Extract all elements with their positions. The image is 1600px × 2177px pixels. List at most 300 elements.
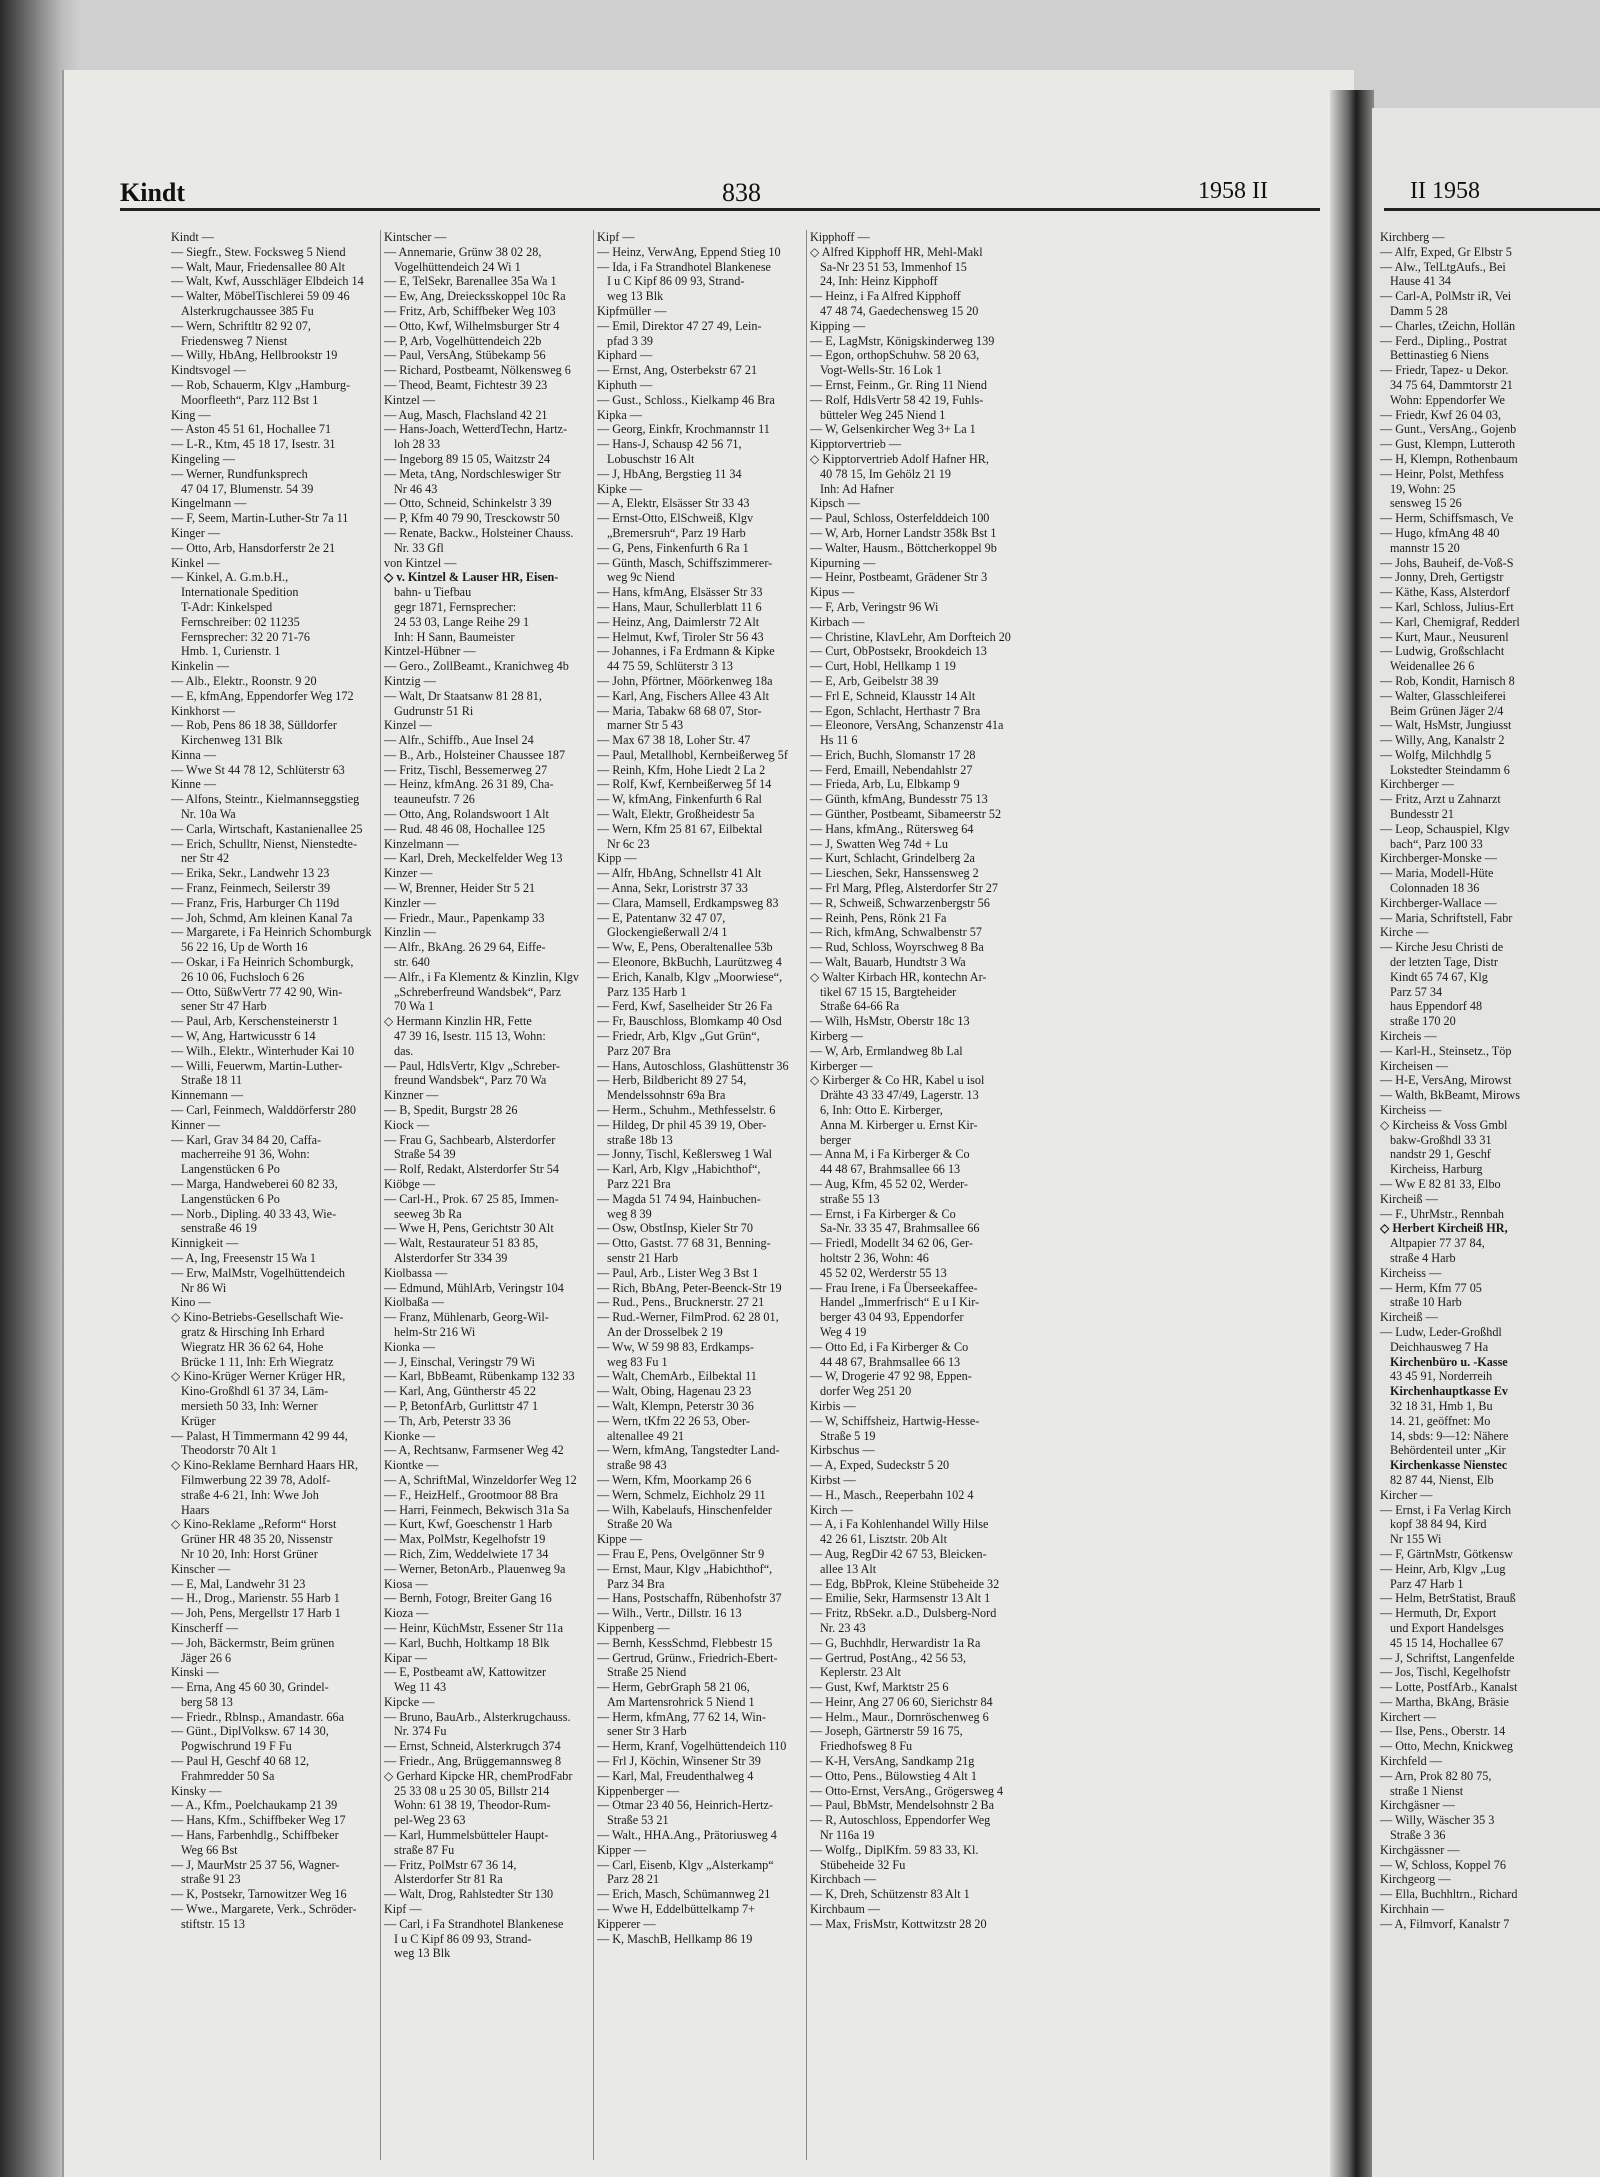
- directory-entry-line: — Rud.-Werner, FilmProd. 62 28 01,: [597, 1310, 779, 1325]
- directory-entry-line: — Frau E, Pens, Ovelgönner Str 9: [597, 1546, 765, 1561]
- directory-entry-line: — Wwe St 44 78 12, Schlüterstr 63: [171, 762, 345, 777]
- directory-entry-line: helm-Str 216 Wi: [394, 1324, 476, 1339]
- directory-entry-line: „Bremersruh“, Parz 19 Harb: [607, 525, 746, 540]
- directory-entry-line: berger: [820, 1132, 851, 1147]
- directory-entry-line: — Wilh., Elektr., Winterhuder Kai 10: [171, 1043, 355, 1058]
- directory-entry-line: Kinne —: [171, 777, 217, 792]
- directory-entry-line: — Wwe H, Eddelbüttelkamp 7+: [597, 1902, 755, 1917]
- directory-entry-line: — Fritz, Arzt u Zahnarzt: [1380, 792, 1501, 807]
- directory-entry-line: Hmb. 1, Curienstr. 1: [181, 644, 281, 659]
- directory-entry-line: Kippe —: [597, 1532, 643, 1547]
- directory-entry-line: Vogelhüttendeich 24 Wi 1: [394, 259, 521, 274]
- directory-entry-line: — Carl, i Fa Strandhotel Blankenese: [384, 1916, 564, 1931]
- directory-entry-line: ◇ Kino-Reklame „Reform“ Horst: [171, 1517, 337, 1532]
- directory-entry-line: — Fr, Bauschloss, Blomkamp 40 Osd: [597, 1014, 782, 1029]
- directory-entry-line: — E, Postbeamt aW, Kattowitzer: [384, 1665, 547, 1680]
- directory-entry-line: — Friedr., Ang, Brüggemannsweg 8: [384, 1754, 562, 1769]
- directory-entry-line: — Kirche Jesu Christi de: [1380, 940, 1504, 955]
- directory-entry-line: — K, MaschB, Hellkamp 86 19: [597, 1931, 753, 1946]
- directory-entry-line: — Walth, BkBeamt, Mirows: [1380, 1088, 1520, 1103]
- directory-entry-line: — Bernh, KessSchmd, Flebbestr 15: [597, 1635, 773, 1650]
- directory-entry-line: Weg 11 43: [394, 1680, 447, 1695]
- directory-entry-line: Parz 47 Harb 1: [1390, 1576, 1464, 1591]
- directory-entry-line: — Jonny, Dreh, Gertigstr: [1380, 570, 1504, 585]
- directory-entry-line: Handel „Immerfrisch“ E u I Kir-: [820, 1295, 980, 1310]
- directory-entry-line: 25 33 08 u 25 30 05, Billstr 214: [394, 1783, 550, 1798]
- directory-entry-line: — Walt, Maur, Friedensallee 80 Alt: [171, 259, 345, 274]
- directory-entry-line: straße 98 43: [607, 1458, 667, 1473]
- directory-entry-line: Kippenberg —: [597, 1620, 670, 1635]
- directory-entry-line: — B., Arb., Holsteiner Chaussee 187: [384, 747, 566, 762]
- directory-entry-line: — Hugo, kfmAng 48 40: [1380, 525, 1500, 540]
- directory-entry-line: I u C Kipf 86 09 93, Strand-: [607, 274, 745, 289]
- directory-entry-line: — Günth, kfmAng, Bundesstr 75 13: [810, 792, 988, 807]
- directory-entry-line: Kircheiß —: [1380, 1310, 1438, 1325]
- directory-entry-line: Kinzlin —: [384, 925, 436, 940]
- directory-entry-line: 19, Wohn: 25: [1390, 481, 1456, 496]
- directory-entry-line: — Carl, Feinmech, Walddörferstr 280: [171, 1103, 356, 1118]
- directory-entry-line: — Carl, Eisenb, Klgv „Alsterkamp“: [597, 1857, 774, 1872]
- directory-entry-line: senstraße 46 19: [181, 1221, 257, 1236]
- directory-entry-line: Kirchbach —: [810, 1872, 876, 1887]
- directory-entry-line: — Alfr, Exped, Gr Elbstr 5: [1380, 244, 1512, 259]
- directory-entry-line: Behördenteil unter „Kir: [1390, 1443, 1506, 1458]
- directory-entry-line: Kircheisen —: [1380, 1058, 1449, 1073]
- directory-entry-line: — Leop, Schauspiel, Klgv: [1380, 821, 1510, 836]
- directory-entry-line: Kinzner —: [384, 1088, 439, 1103]
- directory-entry-line: straße 18b 13: [607, 1132, 673, 1147]
- directory-entry-line: — Hans, Farbenhdlg., Schiffbeker: [171, 1828, 339, 1843]
- directory-entry-line: — Friedr, Kwf 26 04 03,: [1380, 407, 1502, 422]
- directory-entry-line: nandstr 29 1, Geschf: [1390, 1147, 1491, 1162]
- directory-entry-line: Bundesstr 21: [1390, 807, 1454, 822]
- directory-entry-line: — B, Spedit, Burgstr 28 26: [384, 1103, 518, 1118]
- directory-entry-line: — P, Kfm 40 79 90, Tresckowstr 50: [384, 511, 560, 526]
- directory-entry-line: — Lieschen, Sekr, Hanssensweg 2: [810, 866, 979, 881]
- directory-entry-line: — Karl, Ang, Güntherstr 45 22: [384, 1384, 536, 1399]
- header-rule-right: [1384, 208, 1600, 211]
- directory-entry-line: — Johs, Bauheif, de-Voß-S: [1380, 555, 1514, 570]
- directory-entry-line: — Paul, Schloss, Osterfelddeich 100: [810, 511, 990, 526]
- directory-entry-line: Parz 34 Bra: [607, 1576, 665, 1591]
- directory-entry-line: — Ernst, Schneid, Alsterkrugch 374: [384, 1739, 561, 1754]
- directory-entry-line: — Th, Arb, Peterstr 33 36: [384, 1413, 511, 1428]
- directory-entry-line: — Annemarie, Grünw 38 02 28,: [384, 244, 542, 259]
- directory-entry-line: — Paul, VersAng, Stübekamp 56: [384, 348, 546, 363]
- directory-entry-line: — W, Brenner, Heider Str 5 21: [384, 881, 536, 896]
- directory-entry-line: — Gertrud, Grünw., Friedrich-Ebert-: [597, 1650, 778, 1665]
- directory-entry-line: — Curt, ObPostsekr, Brookdeich 13: [810, 644, 987, 659]
- directory-entry-line: 14, sbds: 9—12: Nähere: [1390, 1428, 1509, 1443]
- directory-entry-line: — Wwe H, Pens, Gerichtstr 30 Alt: [384, 1221, 554, 1236]
- directory-entry-line: — Heinr, Postbeamt, Grädener Str 3: [810, 570, 988, 585]
- directory-entry-line: — Otto, Gastst. 77 68 31, Benning-: [597, 1236, 771, 1251]
- directory-entry-line: Kinzelmann —: [384, 836, 459, 851]
- directory-entry-line: — P, BetonfArb, Gurlittstr 47 1: [384, 1398, 539, 1413]
- directory-entry-line: — Alb., Elektr., Roonstr. 9 20: [171, 673, 317, 688]
- directory-entry-line: — Heinr, Arb, Klgv „Lug: [1380, 1561, 1506, 1576]
- directory-entry-line: — Joh, Schmd, Am kleinen Kanal 7a: [171, 910, 353, 925]
- directory-entry-line: 24, Inh: Heinz Kipphoff: [820, 274, 938, 289]
- directory-entry-line: Kinzer —: [384, 866, 433, 881]
- directory-entry-line: ◇ Kirberger & Co HR, Kabel u isol: [810, 1073, 985, 1088]
- directory-entry-line: — A, Exped, Sudeckstr 5 20: [810, 1458, 950, 1473]
- directory-entry-line: — Otto, Mechn, Knickweg: [1380, 1739, 1514, 1754]
- directory-entry-line: — Herm, Kfm 77 05: [1380, 1280, 1482, 1295]
- directory-entry-line: teauneufstr. 7 26: [394, 792, 475, 807]
- directory-entry-line: Kircheiss, Harburg: [1390, 1162, 1483, 1177]
- directory-entry-line: — J, HbAng, Bergstieg 11 34: [597, 466, 742, 481]
- directory-entry-line: — J, Swatten Weg 74d + Lu: [810, 836, 949, 851]
- directory-entry-line: Kipus —: [810, 585, 855, 600]
- directory-entry-line: weg 9c Niend: [607, 570, 675, 585]
- directory-entry-line: straße 91 23: [181, 1872, 241, 1887]
- directory-entry-line: — Otto, Arb, Hansdorferstr 2e 21: [171, 540, 336, 555]
- directory-entry-line: Friedhofsweg 8 Fu: [820, 1739, 913, 1754]
- directory-entry-line: — Walt, Dr Staatsanw 81 28 81,: [384, 688, 542, 703]
- directory-column-5: [1380, 230, 1600, 2160]
- directory-entry-line: Kirberg —: [810, 1029, 863, 1044]
- directory-entry-line: Straße 64-66 Ra: [820, 999, 900, 1014]
- directory-entry-line: Kipurning —: [810, 555, 876, 570]
- directory-entry-line: — Ingeborg 89 15 05, Waitzstr 24: [384, 451, 551, 466]
- directory-entry-line: — Friedr., Maur., Papenkamp 33: [384, 910, 545, 925]
- directory-entry-line: — Karl, BbBeamt, Rübenkamp 132 33: [384, 1369, 575, 1384]
- directory-entry-line: — Aug, Masch, Flachsland 42 21: [384, 407, 548, 422]
- directory-entry-line: — Franz, Fris, Harburger Ch 119d: [171, 895, 340, 910]
- directory-entry-line: 26 10 06, Fuchsloch 6 26: [181, 969, 305, 984]
- directory-entry-line: — Meta, tAng, Nordschleswiger Str: [384, 466, 561, 481]
- directory-entry-line: Inh: H Sann, Baumeister: [394, 629, 515, 644]
- directory-entry-line: 45 15 14, Hochallee 67: [1390, 1635, 1504, 1650]
- directory-entry-line: — J, MaurMstr 25 37 56, Wagner-: [171, 1857, 340, 1872]
- directory-entry-line: weg 8 39: [607, 1206, 652, 1221]
- directory-entry-line: — Hermuth, Dr, Export: [1380, 1606, 1497, 1621]
- directory-entry-line: Kintscher —: [384, 230, 447, 244]
- directory-entry-line: Parz 57 34: [1390, 984, 1443, 999]
- directory-entry-line: — F, GärtnMstr, Götkensw: [1380, 1546, 1513, 1561]
- directory-entry-line: — Palast, H Timmermann 42 99 44,: [171, 1428, 348, 1443]
- directory-entry-line: Kindt —: [171, 230, 214, 244]
- directory-entry-line: ◇ Kino-Reklame Bernhard Haars HR,: [171, 1458, 359, 1473]
- directory-entry-line: Lokstedter Steindamm 6: [1390, 762, 1510, 777]
- directory-entry-line: straße 87 Fu: [394, 1842, 455, 1857]
- directory-entry-line: Kinna —: [171, 747, 217, 762]
- directory-entry-line: Nr. 374 Fu: [394, 1724, 447, 1739]
- directory-entry-line: — Carl-A, PolMstr iR, Vei: [1380, 289, 1512, 304]
- directory-entry-line: 44 48 67, Brahmsallee 66 13: [820, 1162, 961, 1177]
- directory-entry-line: — Rob, Schauerm, Klgv „Hamburg-: [171, 377, 351, 392]
- directory-entry-line: — Paul H, Geschf 40 68 12,: [171, 1754, 310, 1769]
- directory-entry-line: — Paul, Arb, Kerschensteinerstr 1: [171, 1014, 339, 1029]
- directory-entry-line: — Walt, Elektr, Großheidestr 5a: [597, 807, 755, 822]
- directory-entry-line: pel-Weg 23 63: [394, 1813, 466, 1828]
- directory-entry-line: Kinzler —: [384, 895, 436, 910]
- directory-entry-line: — Frieda, Arb, Lu, Elbkamp 9: [810, 777, 960, 792]
- directory-entry-line: — Helm, BetrStatist, Brauß: [1380, 1591, 1516, 1606]
- directory-entry-line: — Erna, Ang 45 60 30, Grindel-: [171, 1680, 329, 1695]
- directory-entry-line: — Karl, Mal, Freudenthalweg 4: [597, 1768, 754, 1783]
- directory-entry-line: — K-H, VersAng, Sandkamp 21g: [810, 1754, 975, 1769]
- directory-entry-line: Nr 6c 23: [607, 836, 650, 851]
- directory-entry-line: — K, Dreh, Schützenstr 83 Alt 1: [810, 1887, 970, 1902]
- directory-entry-line: — Rud, Schloss, Woyrschweg 8 Ba: [810, 940, 984, 955]
- directory-entry-line: — Friedr., Rblnsp., Amandastr. 66a: [171, 1709, 344, 1724]
- directory-column-2: [381, 230, 594, 2160]
- directory-entry-line: Kirchenbüro u. -Kasse: [1390, 1354, 1508, 1369]
- directory-entry-line: Nr 86 Wi: [181, 1280, 227, 1295]
- directory-entry-line: — Walt, HsMstr, Jungiusst: [1380, 718, 1512, 733]
- directory-entry-line: — Herm, Schiffsmasch, Ve: [1380, 511, 1514, 526]
- directory-entry-line: — Helm., Maur., Dornröschenweg 6: [810, 1709, 989, 1724]
- directory-entry-line: Fernsprecher: 32 20 71-76: [181, 629, 310, 644]
- directory-entry-line: ◇ Kircheiss & Voss Gmbl: [1380, 1117, 1508, 1132]
- directory-entry-line: — Hans, Maur, Schullerblatt 11 6: [597, 599, 762, 614]
- directory-entry-line: Kirbst —: [810, 1472, 856, 1487]
- directory-entry-line: Kircheiss —: [1380, 1103, 1442, 1118]
- directory-entry-line: — Ferd, Emaill, Nebendahlstr 27: [810, 762, 973, 777]
- directory-entry-line: sener Str 3 Harb: [607, 1724, 687, 1739]
- directory-entry-line: — Ilse, Pens., Oberstr. 14: [1380, 1724, 1506, 1739]
- directory-entry-line: — Ludwig, Großschlacht: [1380, 644, 1505, 659]
- directory-entry-line: — W, Arb, Horner Landstr 358k Bst 1: [810, 525, 997, 540]
- directory-entry-line: — Ew, Ang, Dreiecksskoppel 10c Ra: [384, 289, 566, 304]
- directory-entry-line: — Joh, Pens, Mergellstr 17 Harb 1: [171, 1606, 341, 1621]
- directory-entry-line: — Eleonore, BkBuchh, Laurützweg 4: [597, 955, 782, 970]
- directory-entry-line: — H., Drog., Marienstr. 55 Harb 1: [171, 1591, 340, 1606]
- directory-entry-line: bütteler Weg 245 Niend 1: [820, 407, 946, 422]
- directory-entry-line: berger 43 04 93, Eppendorfer: [820, 1310, 964, 1325]
- directory-entry-line: ◇ Herbert Kircheiß HR,: [1380, 1221, 1508, 1236]
- directory-entry-line: — E, kfmAng, Eppendorfer Weg 172: [171, 688, 354, 703]
- directory-entry-line: — Marga, Handweberei 60 82 33,: [171, 1177, 338, 1191]
- directory-entry-line: Hs 11 6: [820, 733, 858, 748]
- directory-entry-line: 32 18 31, Hmb 1, Bu: [1390, 1398, 1493, 1413]
- directory-entry-line: ◇ v. Kintzel & Lauser HR, Eisen-: [384, 570, 559, 585]
- directory-entry-line: — Alfr., BkAng. 26 29 64, Eiffe-: [384, 940, 546, 955]
- directory-entry-line: Kiphard —: [597, 348, 653, 363]
- directory-entry-line: — Heinz, VerwAng, Eppend Stieg 10: [597, 244, 781, 259]
- directory-entry-line: — Osw, ObstInsp, Kieler Str 70: [597, 1221, 753, 1236]
- directory-entry-line: Weidenallee 26 6: [1390, 659, 1475, 674]
- directory-entry-line: — Otto, SüßwVertr 77 42 90, Win-: [171, 984, 343, 999]
- directory-entry-line: — Aug, RegDir 42 67 53, Bleicken-: [810, 1546, 987, 1561]
- directory-entry-line: — Norb., Dipling. 40 33 43, Wie-: [171, 1206, 337, 1221]
- directory-entry-line: — Karl, Hummelsbütteler Haupt-: [384, 1828, 549, 1843]
- directory-entry-line: — Georg, Einkfr, Krochmannstr 11: [597, 422, 770, 437]
- directory-entry-line: — Gertrud, PostAng., 42 56 53,: [810, 1650, 967, 1665]
- directory-entry-line: — Gust., Schloss., Kielkamp 46 Bra: [597, 392, 775, 407]
- directory-entry-line: — Ernst, i Fa Verlag Kirch: [1380, 1502, 1512, 1517]
- directory-entry-line: — W, Arb, Ermlandweg 8b Lal: [810, 1043, 963, 1058]
- directory-entry-line: Stübeheide 32 Fu: [820, 1857, 906, 1872]
- directory-entry-line: Kipf —: [384, 1902, 422, 1917]
- directory-entry-line: Kirchgässner —: [1380, 1842, 1460, 1857]
- directory-entry-line: Theodorstr 70 Alt 1: [181, 1443, 277, 1458]
- directory-entry-line: — Egon, Schlacht, Herthastr 7 Bra: [810, 703, 981, 718]
- directory-entry-line: — Paul, Arb., Lister Weg 3 Bst 1: [597, 1265, 759, 1280]
- directory-entry-line: — Rich, BbAng, Peter-Beenck-Str 19: [597, 1280, 782, 1295]
- directory-entry-line: Nr 116a 19: [820, 1828, 875, 1843]
- directory-entry-line: Kinnigkeit —: [171, 1236, 239, 1251]
- directory-entry-line: — A, i Fa Kohlenhandel Willy Hilse: [810, 1517, 989, 1532]
- directory-entry-line: — Joh, Bäckermstr, Beim grünen: [171, 1635, 335, 1650]
- directory-entry-line: Kirch —: [810, 1502, 853, 1517]
- directory-entry-line: Nr. 33 Gfl: [394, 540, 444, 555]
- directory-entry-line: Gudrunstr 51 Ri: [394, 703, 474, 718]
- directory-entry-line: „Schreberfreund Wandsbek“, Parz: [394, 984, 561, 999]
- directory-entry-line: Alsterdorfer Str 334 39: [394, 1250, 508, 1265]
- book-gutter: [1330, 90, 1374, 2177]
- directory-entry-line: — Walt, Klempn, Peterstr 30 36: [597, 1398, 754, 1413]
- directory-entry-line: bakw-Großhdl 33 31: [1390, 1132, 1492, 1147]
- directory-entry-line: — A, Rechtsanw, Farmsener Weg 42: [384, 1443, 564, 1458]
- directory-entry-line: seeweg 3b Ra: [394, 1206, 462, 1221]
- directory-entry-line: Wohn: Eppendorfer We: [1390, 392, 1505, 407]
- directory-entry-line: — Aug, Kfm, 45 52 02, Werder-: [810, 1177, 968, 1191]
- directory-entry-line: — R, Autoschloss, Eppendorfer Weg: [810, 1813, 991, 1828]
- directory-entry-line: Kirchberg —: [1380, 230, 1445, 244]
- directory-entry-line: — Willy, Ang, Kanalstr 2: [1380, 733, 1505, 748]
- directory-entry-line: King —: [171, 407, 211, 422]
- directory-entry-line: — Karl, Grav 34 84 20, Caffa-: [171, 1132, 322, 1147]
- directory-entry-line: weg 13 Blk: [607, 289, 664, 304]
- directory-entry-line: — Aston 45 51 61, Hochallee 71: [171, 422, 332, 437]
- directory-entry-line: Bettinastieg 6 Niens: [1390, 348, 1489, 363]
- directory-entry-line: — Gust, Klempn, Lutteroth: [1380, 437, 1516, 452]
- directory-entry-line: allee 13 Alt: [820, 1561, 877, 1576]
- directory-entry-line: — Friedr, Arb, Klgv „Gut Grün“,: [597, 1029, 760, 1044]
- directory-entry-line: — Anna M, i Fa Kirberger & Co: [810, 1147, 970, 1162]
- directory-entry-line: — P, Arb, Vogelhüttendeich 22b: [384, 333, 542, 348]
- directory-entry-line: Deichhausweg 7 Ha: [1390, 1339, 1489, 1354]
- directory-entry-line: Kinkhorst —: [171, 703, 235, 718]
- directory-entry-line: Sa-Nr 23 51 53, Immenhof 15: [820, 259, 967, 274]
- directory-entry-line: Keplerstr. 23 Alt: [820, 1665, 901, 1680]
- directory-entry-line: Kirchenhauptkasse Ev: [1390, 1384, 1508, 1399]
- directory-entry-line: — H., Masch., Reeperbahn 102 4: [810, 1487, 974, 1502]
- directory-entry-line: — Alw., TelLtgAufs., Bei: [1380, 259, 1506, 274]
- directory-entry-line: — Edmund, MühlArb, Veringstr 104: [384, 1280, 564, 1295]
- directory-entry-line: — F, Seem, Martin-Luther-Str 7a 11: [171, 511, 349, 526]
- directory-entry-line: — Karl, Schloss, Julius-Ert: [1380, 599, 1514, 614]
- directory-entry-line: — Erw, MalMstr, Vogelhüttendeich: [171, 1265, 345, 1280]
- directory-entry-line: — H-E, VersAng, Mirowst: [1380, 1073, 1512, 1088]
- directory-entry-line: — Ernst, Ang, Osterbekstr 67 21: [597, 363, 758, 378]
- directory-entry-line: — Curt, Hobl, Hellkamp 1 19: [810, 659, 956, 674]
- directory-entry-line: — Bernh, Fotogr, Breiter Gang 16: [384, 1591, 552, 1606]
- directory-entry-line: Altpapier 77 37 84,: [1390, 1236, 1485, 1251]
- directory-entry-line: — Egon, orthopSchuhw. 58 20 63,: [810, 348, 980, 363]
- directory-entry-line: — Kurt, Maur., Neusurenl: [1380, 629, 1509, 644]
- directory-entry-line: — Kurt, Schlacht, Grindelberg 2a: [810, 851, 975, 866]
- directory-entry-line: Kiock —: [384, 1117, 430, 1132]
- directory-entry-line: weg 83 Fu 1: [607, 1354, 668, 1369]
- directory-entry-line: — Karl, Buchh, Holtkamp 18 Blk: [384, 1635, 550, 1650]
- directory-entry-line: — Max, FrisMstr, Kottwitzstr 28 20: [810, 1916, 987, 1931]
- directory-entry-line: — Max 67 38 18, Loher Str. 47: [597, 733, 751, 748]
- directory-entry-line: Kinkel —: [171, 555, 220, 570]
- directory-entry-line: Parz 221 Bra: [607, 1177, 671, 1191]
- directory-entry-line: Weg 4 19: [820, 1324, 867, 1339]
- directory-entry-line: und Export Handelsges: [1390, 1620, 1504, 1635]
- directory-entry-line: Kionka —: [384, 1339, 436, 1354]
- directory-entry-line: Kirchenweg 131 Blk: [181, 733, 283, 748]
- directory-entry-line: Hause 41 34: [1390, 274, 1451, 289]
- directory-entry-line: — Heinz, Ang, Daimlerstr 72 Alt: [597, 614, 760, 629]
- directory-entry-line: — Fritz, Arb, Schiffbeker Weg 103: [384, 303, 556, 318]
- directory-entry-line: — Karl-H., Steinsetz., Töp: [1380, 1043, 1512, 1058]
- directory-entry-line: Kinski —: [171, 1665, 219, 1680]
- directory-entry-line: Straße 54 39: [394, 1147, 456, 1162]
- directory-entry-line: 82 87 44, Nienst, Elb: [1390, 1472, 1494, 1487]
- directory-entry-line: — Jonny, Tischl, Keßlersweg 1 Wal: [597, 1147, 773, 1162]
- directory-entry-line: Kinscherff —: [171, 1620, 239, 1635]
- directory-entry-line: — R, Schweiß, Schwarzenbergstr 56: [810, 895, 990, 910]
- directory-entry-line: — Alfr., i Fa Klementz & Kinzlin, Klgv: [384, 969, 579, 984]
- directory-entry-line: T-Adr: Kinkelsped: [181, 599, 273, 614]
- directory-entry-line: — Willy, HbAng, Hellbrookstr 19: [171, 348, 338, 363]
- directory-entry-line: Filmwerbung 22 39 78, Adolf-: [181, 1472, 331, 1487]
- directory-entry-line: — Rob, Pens 86 18 38, Sülldorfer: [171, 718, 337, 733]
- directory-entry-line: Kinger —: [171, 525, 221, 540]
- directory-entry-line: — G, Buchhdlr, Herwardistr 1a Ra: [810, 1635, 981, 1650]
- directory-entry-line: Grüner HR 48 35 20, Nissenstr: [181, 1532, 333, 1547]
- directory-entry-line: Fernschreiber: 02 11235: [181, 614, 300, 629]
- directory-entry-line: — Frl E, Schneid, Klausstr 14 Alt: [810, 688, 976, 703]
- directory-entry-line: ◇ Kino-Krüger Werner Krüger HR,: [171, 1369, 346, 1384]
- directory-entry-line: — Reinh, Pens, Rönk 21 Fa: [810, 910, 947, 925]
- directory-columns: [168, 230, 1316, 2160]
- directory-entry-line: — Heinz, kfmAng. 26 31 89, Cha-: [384, 777, 554, 792]
- directory-entry-line: — Ww, E, Pens, Oberaltenallee 53b: [597, 940, 773, 955]
- directory-entry-line: — Ella, Buchhltrn., Richard: [1380, 1887, 1518, 1902]
- directory-entry-line: — W, Gelsenkircher Weg 3+ La 1: [810, 422, 976, 437]
- directory-column-4: [807, 230, 1019, 2160]
- directory-entry-line: — Erich, Schulltr, Nienst, Nienstedte-: [171, 836, 358, 851]
- directory-entry-line: Anna M. Kirberger u. Ernst Kir-: [820, 1117, 978, 1132]
- directory-entry-line: Brücke 1 11, Inh: Erh Wiegratz: [181, 1354, 334, 1369]
- directory-entry-line: Damm 5 28: [1390, 303, 1448, 318]
- directory-entry-line: Kino-Großhdl 61 37 34, Läm-: [181, 1384, 329, 1399]
- directory-entry-line: straße 1 Nienst: [1390, 1783, 1464, 1798]
- directory-entry-line: — Karl, Dreh, Meckelfelder Weg 13: [384, 851, 563, 866]
- directory-entry-line: — A, Ing, Freesenstr 15 Wa 1: [171, 1250, 317, 1265]
- directory-entry-line: — Alfr., Schiffb., Aue Insel 24: [384, 733, 534, 748]
- directory-entry-line: loh 28 33: [394, 437, 441, 452]
- directory-entry-line: stiftstr. 15 13: [181, 1916, 245, 1931]
- directory-entry-line: ◇ Alfred Kipphoff HR, Mehl-Makl: [810, 244, 983, 259]
- directory-entry-line: — Karl, Arb, Klgv „Habichthof“,: [597, 1162, 761, 1177]
- directory-entry-line: Kirchhain —: [1380, 1902, 1444, 1917]
- directory-entry-line: — Alfr, HbAng, Schnellstr 41 Alt: [597, 866, 762, 881]
- directory-entry-line: Haars: [181, 1502, 210, 1517]
- directory-entry-line: Kipptorvertrieb —: [810, 437, 902, 452]
- directory-entry-line: holtstr 2 36, Wohn: 46: [820, 1250, 929, 1265]
- directory-entry-line: freund Wandsbek“, Parz 70 Wa: [394, 1073, 547, 1088]
- directory-entry-line: — A, Filmvorf, Kanalstr 7: [1380, 1916, 1510, 1931]
- directory-entry-line: — Hans, Postschaffn, Rübenhofstr 37: [597, 1591, 782, 1606]
- directory-entry-line: Kirbach —: [810, 614, 865, 629]
- directory-entry-line: Kingeling —: [171, 451, 235, 466]
- directory-entry-line: — Heinz, i Fa Alfred Kipphoff: [810, 289, 961, 304]
- directory-entry-line: — Wern, tKfm 22 26 53, Ober-: [597, 1413, 750, 1428]
- directory-entry-line: — Jos, Tischl, Kegelhofstr: [1380, 1665, 1511, 1680]
- directory-entry-line: — Richard, Postbeamt, Nölkensweg 6: [384, 363, 571, 378]
- directory-entry-line: — Ww E 82 81 33, Elbo: [1380, 1177, 1501, 1191]
- directory-entry-line: Kipphoff —: [810, 230, 870, 244]
- directory-entry-line: straße 55 13: [820, 1191, 880, 1206]
